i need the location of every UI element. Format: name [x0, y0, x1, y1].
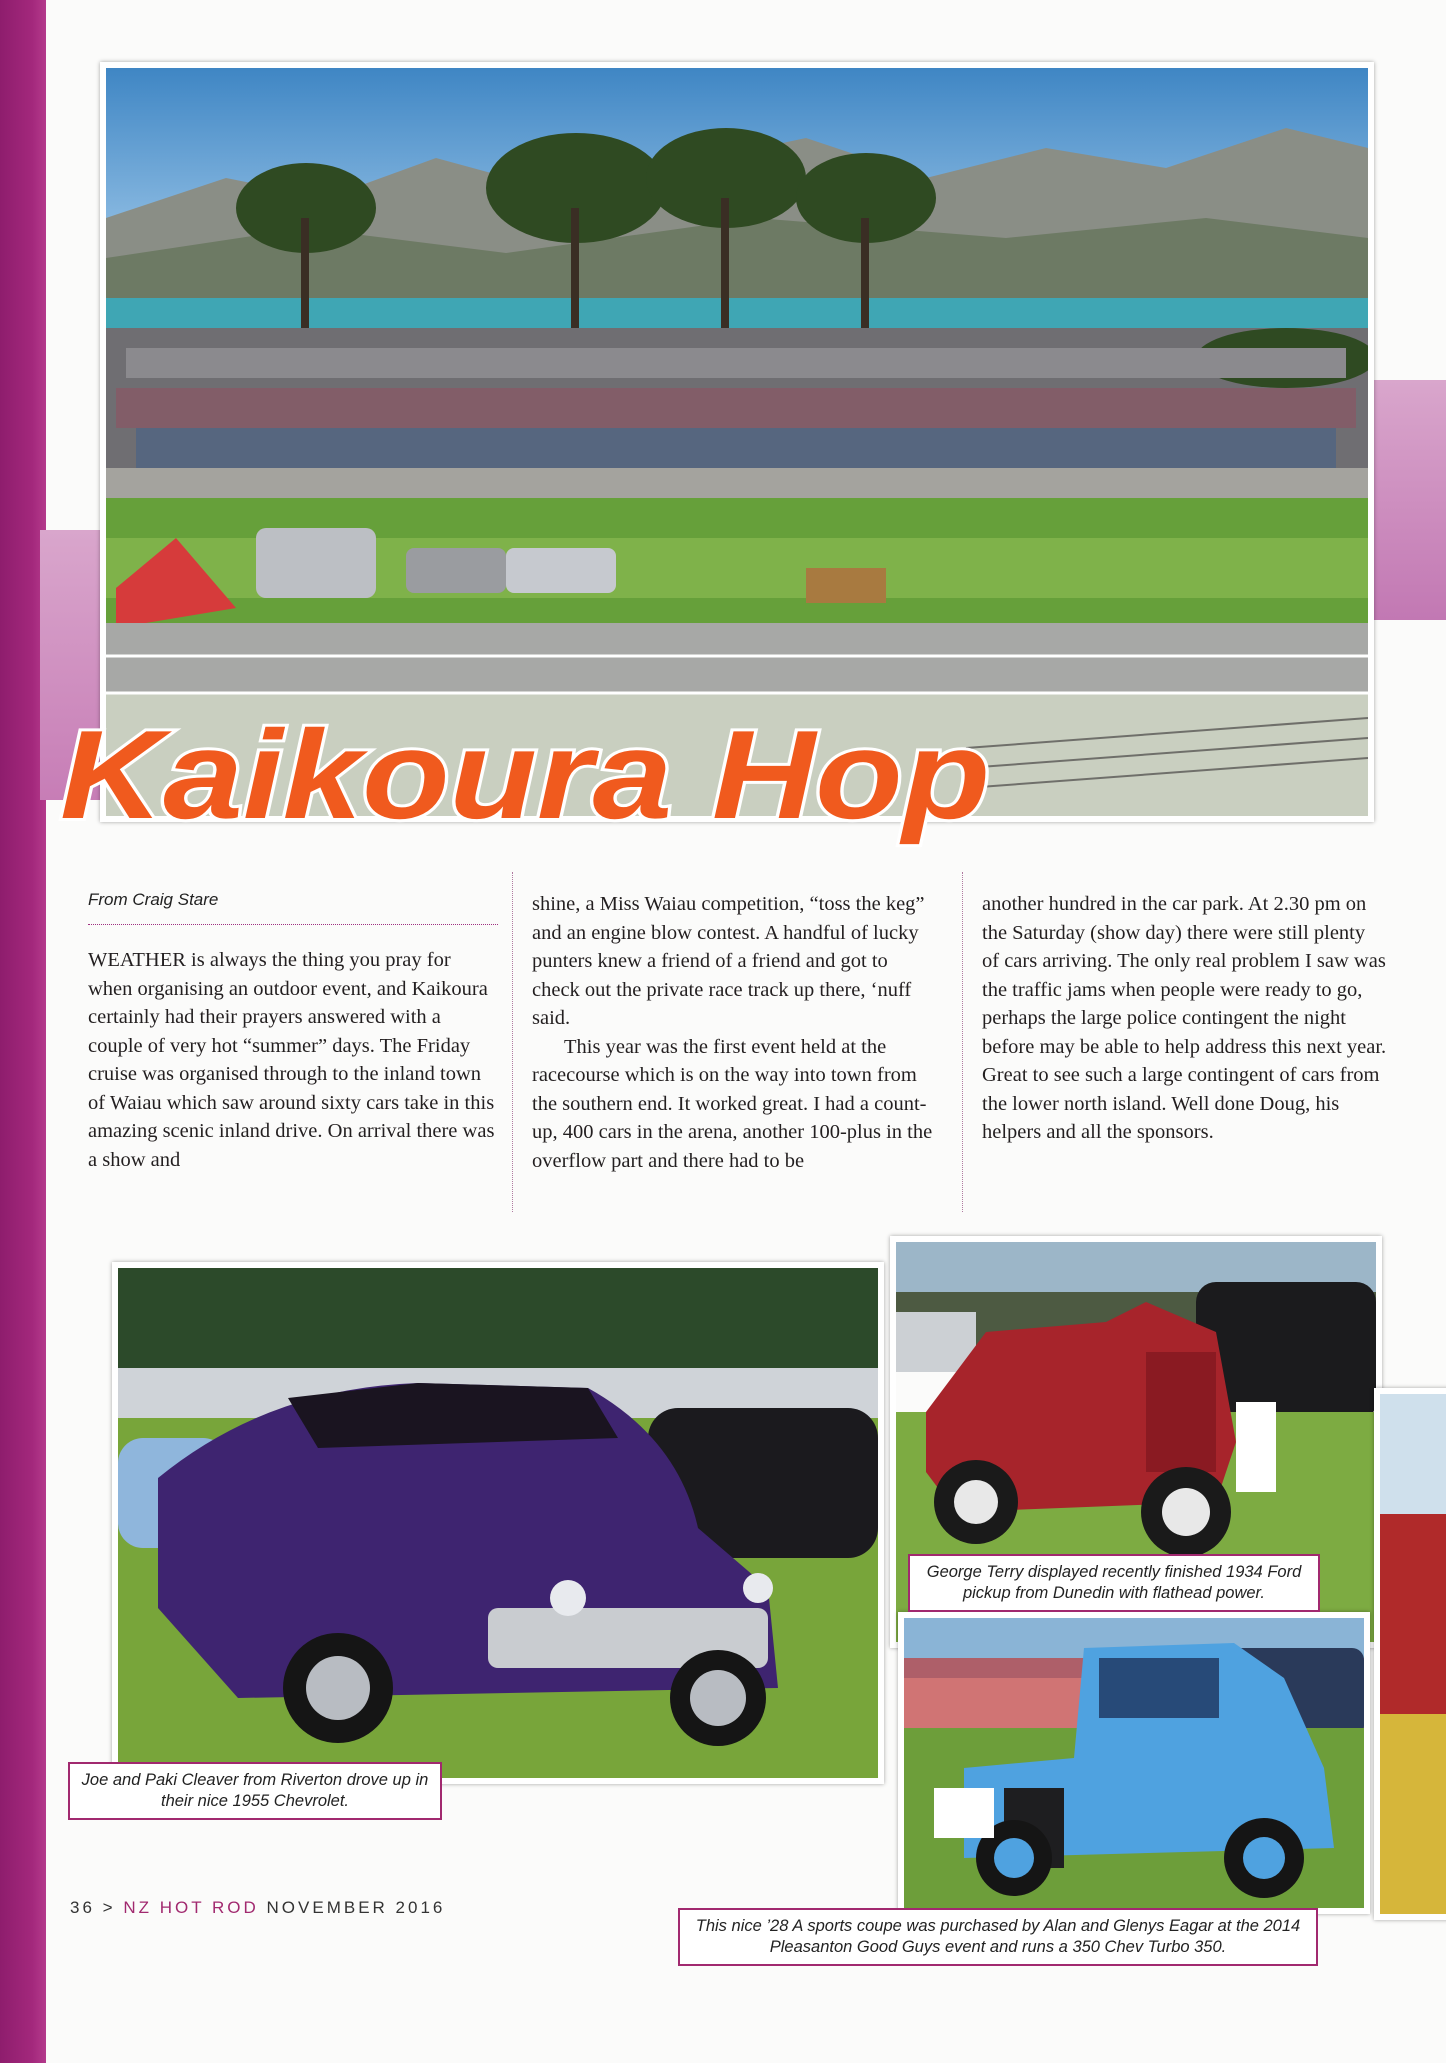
article-column-3: [982, 890, 1387, 1147]
photo-28-a-sports-coupe: [898, 1612, 1370, 1914]
issue-date: NOVEMBER 2016: [266, 1898, 446, 1917]
magenta-page-spine: [0, 0, 46, 2063]
article-title-text: Kaikoura Hop: [60, 704, 990, 845]
footer-separator: >: [102, 1898, 116, 1917]
article-paragraph: another hundred in the car park. At 2.30 pm on the Saturday (show day) there were still plenty of cars arriving. The only real problem I saw was the traffic jams when people were ready to go, perhaps the large police contingent the night before may be able to help address this next year. Great to see such a large contingent of cars from the lower north island. Well done Doug, his helpers and all the sponsors.: [982, 893, 1387, 1143]
article-paragraph: shine, a Miss Waiau competition, “toss the keg” and an engine blow contest. A handful of lucky punters knew a friend of a friend and got to check out the private race track up there, ‘nuff said.: [532, 893, 925, 1029]
article-column-1: [88, 946, 498, 1174]
magazine-name: NZ HOT ROD: [123, 1898, 259, 1917]
photo-1955-chevrolet: [112, 1262, 884, 1784]
right-accent-band: [1368, 380, 1446, 620]
caption-chevrolet: Joe and Paki Cleaver from Riverton drove up in their nice 1955 Chevrolet.: [68, 1762, 442, 1820]
photo-edge-partial: [1374, 1388, 1446, 1920]
column-rule-1: [512, 872, 513, 1212]
article-column-2: [532, 890, 937, 1175]
article-title: [50, 700, 1010, 850]
page-footer: [70, 1898, 445, 1918]
article-paragraph: This year was the first event held at the racecourse which is on the way into town from the southern end. It worked great. I had a count-up, 400 cars in the arena, another 100-plus in the overflow part and there had to be: [532, 1035, 933, 1172]
article-paragraph: WEATHER is always the thing you pray for when organising an outdoor event, and Kaikoura certainly had their prayers answered with a couple of very hot “summer” days. The Friday cruise was organised through to the inland town of Waiau which saw around sixty cars take in this amazing scenic inland drive. On arrival there was a show and: [88, 949, 495, 1171]
column-rule-2: [962, 872, 963, 1212]
page-number: 36: [70, 1898, 95, 1917]
byline: From Craig Stare: [88, 890, 498, 925]
caption-ford-pickup: George Terry displayed recently finished 1934 Ford pickup from Dunedin with flathead power.: [908, 1554, 1320, 1612]
caption-coupe: This nice ’28 A sports coupe was purchased by Alan and Glenys Eagar at the 2014 Pleasanton Good Guys event and runs a 350 Chev Turbo 350.: [678, 1908, 1318, 1966]
